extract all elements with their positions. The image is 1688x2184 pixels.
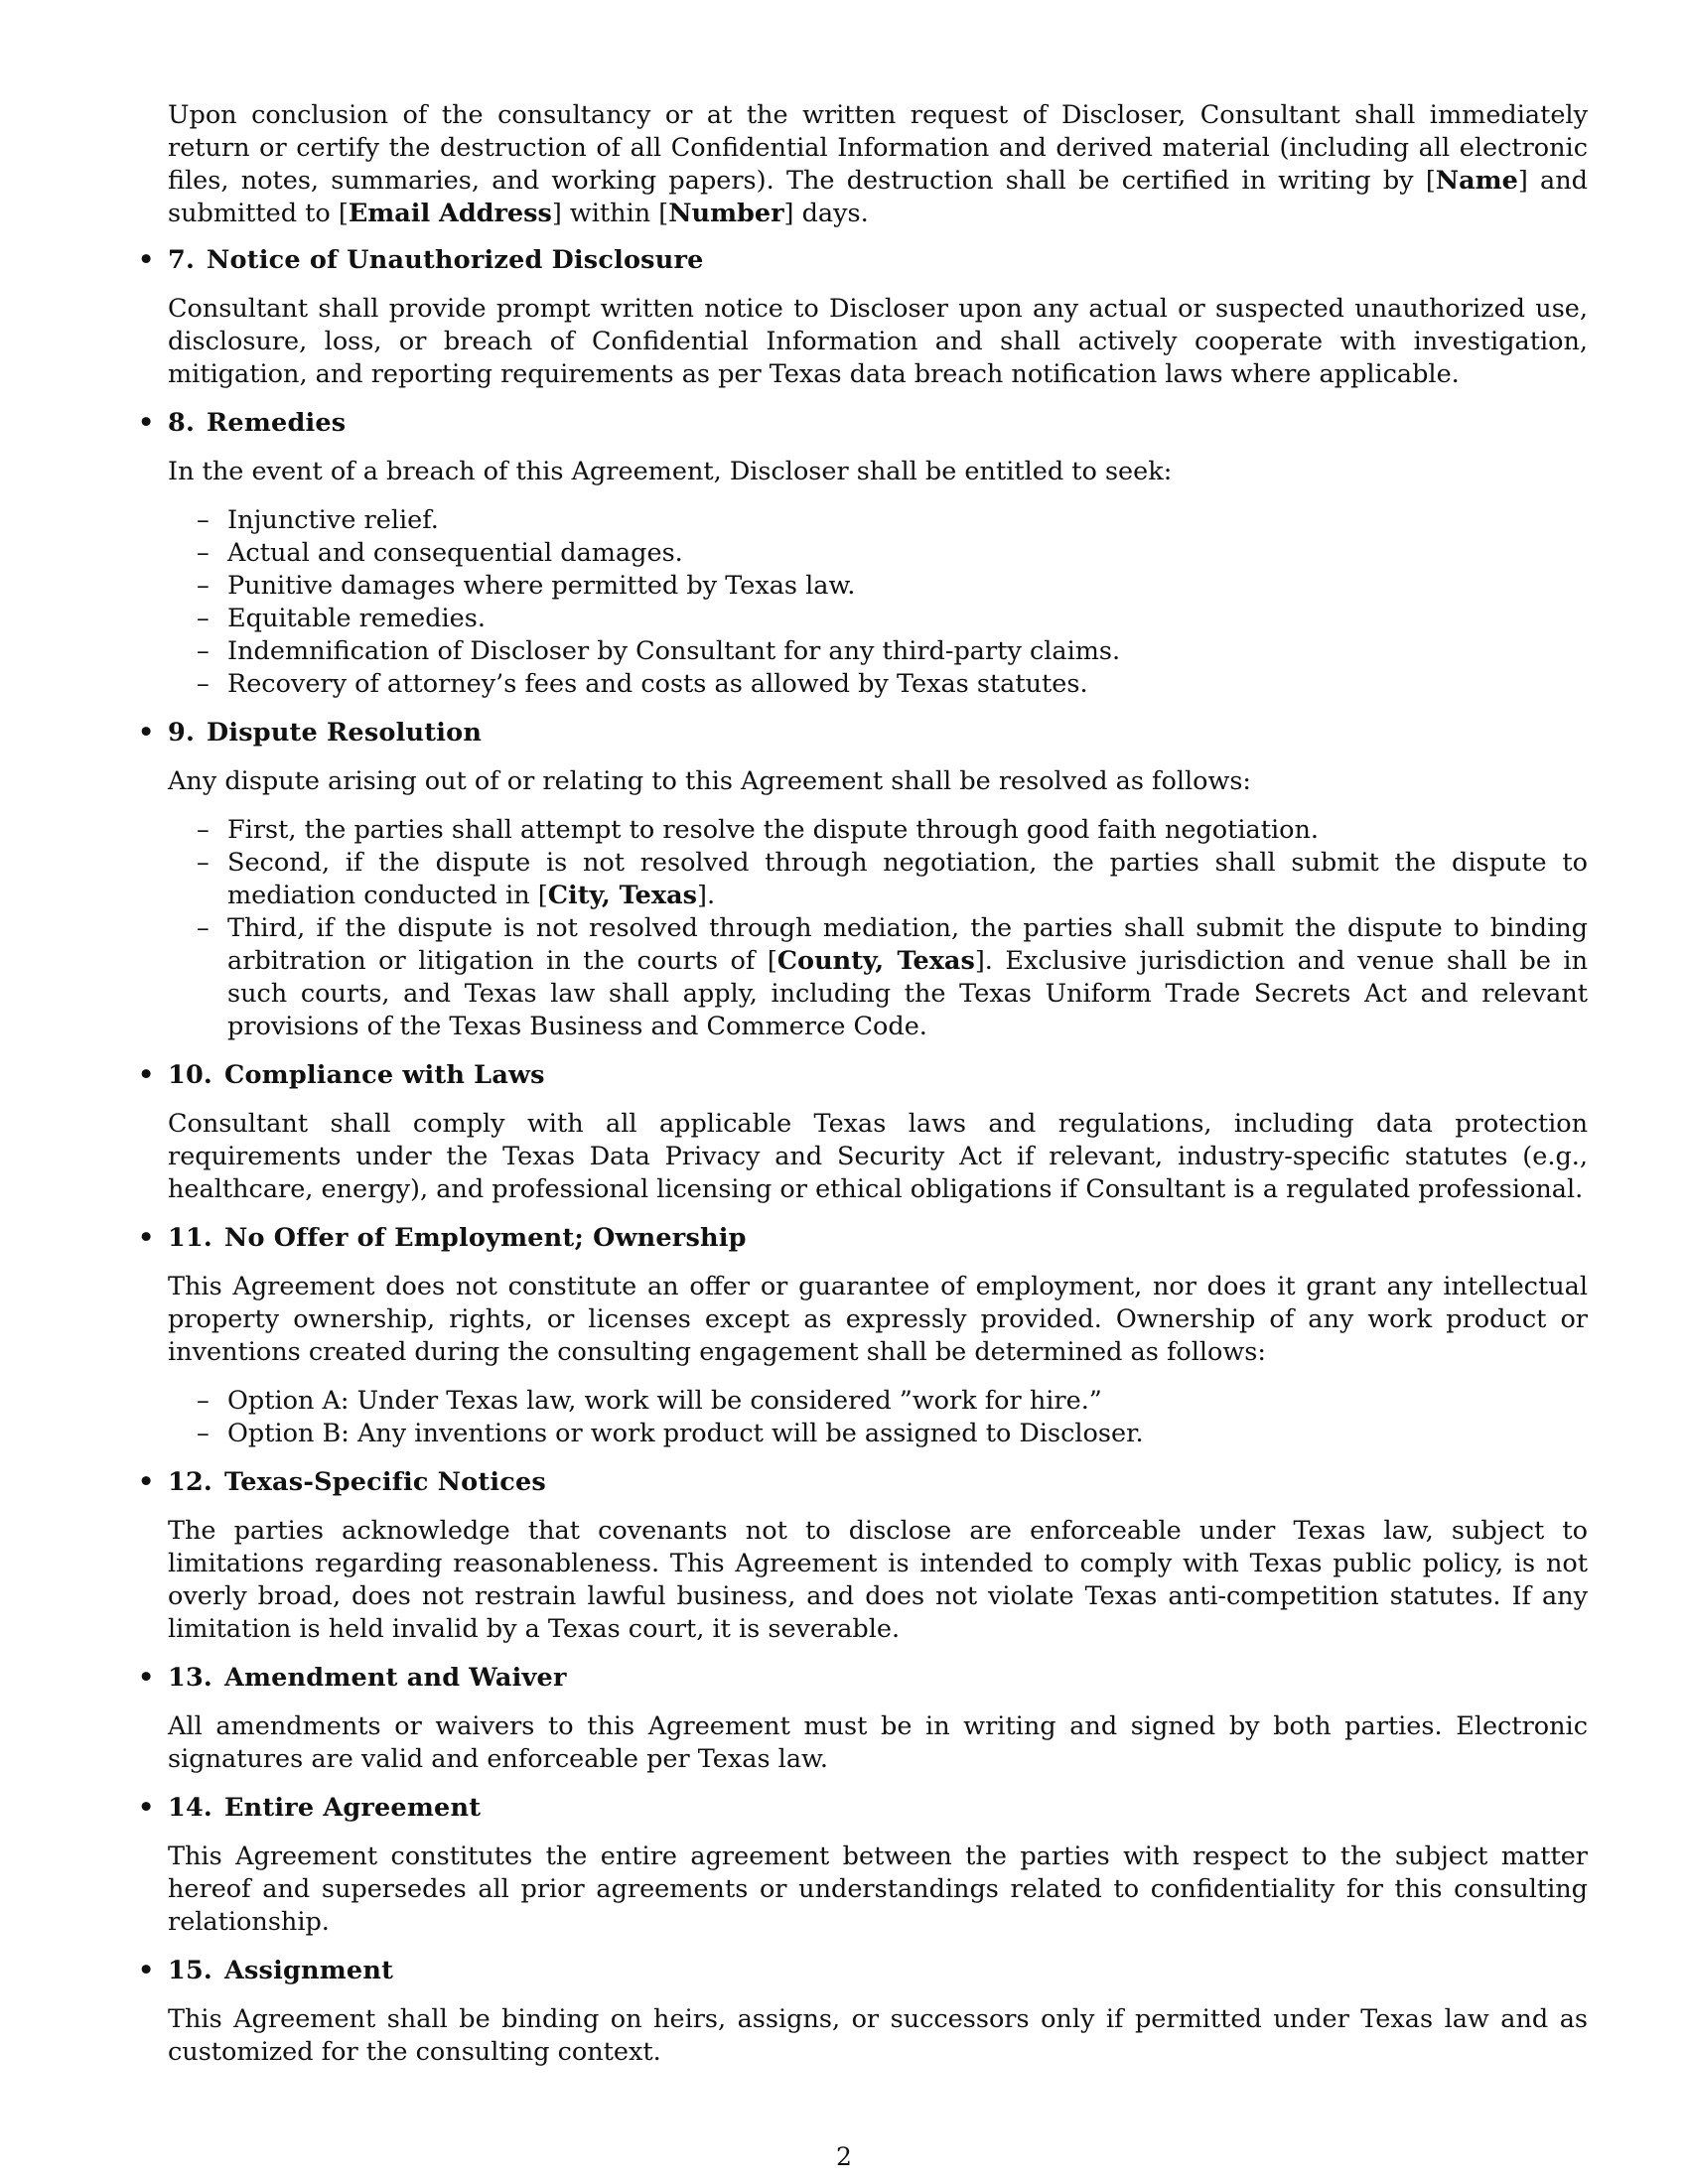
section-13	[138, 1662, 1588, 1776]
list-item	[197, 1418, 1588, 1450]
dash-icon: –	[197, 538, 210, 568]
section-body: This Agreement shall be binding on heirs, assigns, or successors only if permitted under Texas law and as customized for the consulting context.	[168, 2004, 1588, 2067]
bullet-icon: •	[138, 245, 155, 275]
section-number: 12.	[168, 1467, 212, 1497]
section-number: 9.	[168, 718, 196, 748]
list-item-text: .	[706, 881, 716, 910]
list-item-text: Equitable remedies.	[227, 604, 486, 633]
dash-icon: –	[197, 505, 210, 535]
list-item-text: . Exclusive jurisdiction and venue shall be in such courts, and Texas law shall apply, including the Texas Uniform Trade Secrets Act and relevant provisions of the Texas Business and Commerce Code.	[227, 946, 1589, 1041]
list-item-text: Actual and consequential damages.	[227, 538, 683, 568]
list-item	[197, 504, 1588, 537]
list-item	[197, 1385, 1588, 1418]
section-title: Compliance with Laws	[223, 1060, 545, 1090]
section-8	[138, 407, 1588, 701]
section-heading	[138, 1059, 1588, 1092]
section-number: 13.	[168, 1663, 212, 1693]
section-title: Amendment and Waiver	[223, 1663, 567, 1693]
list-item: – Second, if the dispute is not resolved through negotiation, the parties shall submit the dispute to mediation conducted in [City, Texas].	[197, 848, 1588, 910]
section-heading	[138, 244, 1588, 277]
list-item-text: Recovery of attorney’s fees and costs as allowed by Texas statutes.	[227, 669, 1088, 699]
dash-icon: –	[197, 913, 210, 943]
list-item-text: Indemnification of Discloser by Consultant for any third-party claims.	[227, 636, 1121, 666]
section-body: The parties acknowledge that covenants not to disclose are enforceable under Texas law, subject to limitations regarding reasonableness. This Agreement is intended to comply with Texas public policy, is not overly broad, does not restrain lawful business, and does not violate Texas anti-competition statutes. If any limitation is held invalid by a Texas court, it is severable.	[168, 1516, 1588, 1644]
section-heading	[138, 407, 1588, 440]
list-item-text: Option A: Under Texas law, work will be considered ”work for hire.”	[227, 1386, 1102, 1416]
city-texas-placeholder: City, Texas	[547, 881, 697, 910]
dash-icon: –	[197, 571, 210, 601]
ownership-options-list	[168, 1385, 1588, 1450]
county-texas-placeholder: County, Texas	[776, 946, 975, 976]
section-title: Texas-Specific Notices	[223, 1467, 546, 1497]
list-item	[197, 570, 1588, 603]
section-number: 10.	[168, 1060, 212, 1090]
list-item	[197, 537, 1588, 570]
page-number: 2	[836, 2142, 852, 2171]
bullet-icon: •	[138, 408, 155, 438]
section-body: This Agreement constitutes the entire agreement between the parties with respect to the subject matter hereof and supersedes all prior agreements or understandings related to confidentiality for this consulting relationship.	[168, 1842, 1588, 1937]
section-7	[138, 244, 1588, 391]
list-item-text: Third, if the dispute is not resolved through mediation, the parties shall submit the dispute to binding arbitration or litigation in the courts of	[227, 913, 1588, 976]
intro-text: and submitted to	[168, 166, 1588, 228]
dash-icon: –	[197, 604, 210, 633]
list-item	[197, 603, 1588, 635]
return-destruction-paragraph: Upon conclusion of the consultancy or at the written request of Discloser, Consultant shall immediately return or certify the destruction of all Confidential Information and derived material (including all electronic files, notes, summaries, and working papers). The destruction shall be certified in writing by [Name] and submitted to [Email Address] within [Number] days.	[168, 100, 1588, 228]
section-title: Notice of Unauthorized Disclosure	[207, 245, 704, 275]
section-body: This Agreement does not constitute an offer or guarantee of employment, nor does it grant any intellectual property ownership, rights, or licenses except as expressly provided. Ownership of any work product or inventions created during the consulting engagement shall be determined as follows:	[168, 1272, 1588, 1367]
bullet-icon: •	[138, 1956, 155, 1985]
section-15	[138, 1955, 1588, 2069]
section-number: 7.	[168, 245, 196, 275]
number-placeholder: Number	[668, 199, 784, 228]
remedies-list	[168, 504, 1588, 701]
list-item	[197, 814, 1588, 847]
list-item-text: Injunctive relief.	[227, 505, 439, 535]
section-body: Consultant shall provide prompt written notice to Discloser upon any actual or suspected unauthorized use, disclosure, loss, or breach of Confidential Information and shall actively cooperate with investigation, mitigation, and reporting requirements as per Texas data breach notification laws where applicable.	[168, 294, 1588, 389]
list-item	[197, 668, 1588, 701]
document-body	[138, 99, 1589, 2085]
section-10	[138, 1059, 1588, 1206]
list-item-text: Second, if the dispute is not resolved through negotiation, the parties shall submit the dispute to mediation conducted in	[227, 848, 1588, 910]
dash-icon: –	[197, 1419, 210, 1448]
section-body: All amendments or waivers to this Agreement must be in writing and signed by both parties. Electronic signatures are valid and enforceable per Texas law.	[168, 1711, 1588, 1774]
dash-icon: –	[197, 669, 210, 699]
section-heading	[138, 1222, 1588, 1255]
dash-icon: –	[197, 848, 210, 878]
section-number: 8.	[168, 408, 196, 438]
intro-text: Upon conclusion of the consultancy or at the written request of Discloser, Consultant shall immediately return or certify the destruction of all Confidential Information and derived material (including all electronic files, notes, summaries, and working papers). The destruction shall be certified in writing by	[168, 100, 1588, 196]
section-heading	[138, 717, 1588, 750]
bullet-icon: •	[138, 1793, 155, 1823]
intro-text: days.	[793, 199, 869, 228]
section-number: 11.	[168, 1223, 212, 1253]
intro-text: within	[561, 199, 659, 228]
bullet-icon: •	[138, 1060, 155, 1090]
section-14	[138, 1792, 1588, 1939]
section-number: 14.	[168, 1793, 212, 1823]
section-title: Assignment	[223, 1956, 394, 1985]
section-number: 15.	[168, 1956, 212, 1985]
section-heading	[138, 1466, 1588, 1499]
list-item: – Third, if the dispute is not resolved through mediation, the parties shall submit the dispute to binding arbitration or litigation in the courts of [County, Texas]. Exclusive jurisdiction and venue shall be in such courts, and Texas law shall apply, including the Texas Uniform Trade Secrets Act and relevant provisions of the Texas Business and Commerce Code.	[197, 913, 1589, 1041]
section-9	[138, 717, 1589, 1043]
bullet-icon: •	[138, 718, 155, 748]
name-placeholder: Name	[1435, 166, 1518, 196]
dash-icon: –	[197, 815, 210, 845]
section-title: No Offer of Employment; Ownership	[223, 1223, 747, 1253]
section-11	[138, 1222, 1588, 1450]
section-heading	[138, 1662, 1588, 1695]
section-heading	[138, 1955, 1588, 1987]
section-12	[138, 1466, 1588, 1646]
list-item-text: First, the parties shall attempt to resolve the dispute through good faith negotiation.	[227, 815, 1320, 845]
email-address-placeholder: Email Address	[348, 199, 552, 228]
section-body: Any dispute arising out of or relating to this Agreement shall be resolved as follows:	[168, 766, 1251, 796]
bullet-icon: •	[138, 1663, 155, 1693]
bullet-icon: •	[138, 1223, 155, 1253]
list-item-text: Option B: Any inventions or work product will be assigned to Discloser.	[227, 1419, 1144, 1448]
bullet-icon: •	[138, 1467, 155, 1497]
dash-icon: –	[197, 636, 210, 666]
list-item	[197, 635, 1588, 668]
section-heading	[138, 1792, 1588, 1825]
section-body: Consultant shall comply with all applicable Texas laws and regulations, including data protection requirements under the Texas Data Privacy and Security Act if relevant, industry-specific statutes (e.g., healthcare, energy), and professional licensing or ethical obligations if Consultant is a regulated professional.	[168, 1109, 1588, 1204]
section-body: In the event of a breach of this Agreement, Discloser shall be entitled to seek:	[168, 457, 1173, 486]
section-title: Remedies	[207, 408, 347, 438]
dash-icon: –	[197, 1386, 210, 1416]
list-item-text: Punitive damages where permitted by Texas law.	[227, 571, 856, 601]
dispute-steps-list	[168, 814, 1588, 1043]
section-title: Entire Agreement	[223, 1793, 482, 1823]
section-title: Dispute Resolution	[207, 718, 483, 748]
